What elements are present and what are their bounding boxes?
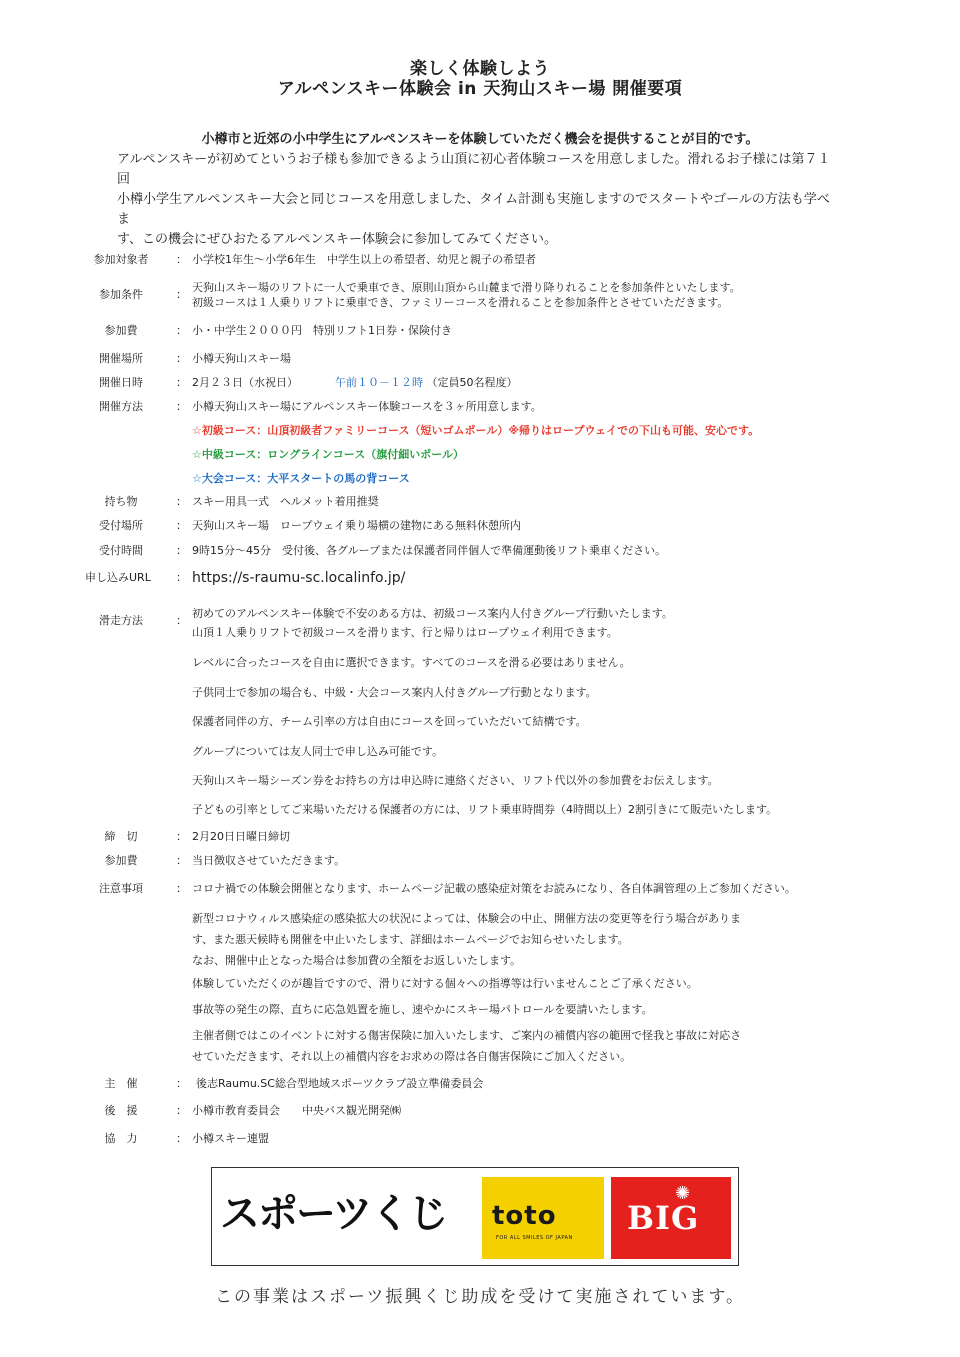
field-label: 参加費 [104, 324, 138, 337]
field-colon: ： [176, 1104, 187, 1117]
course-beginner-text: ☆初級コース：山頂初級者ファミリーコース（短いゴムポール）※帰りはロープウェイでの下山も可能、安心です。 [192, 424, 760, 437]
field-colon: ： [176, 830, 187, 843]
field-method [0, 399, 960, 415]
field-colon: ： [176, 352, 187, 365]
field-colon: ： [176, 519, 187, 532]
field-colon: ： [176, 495, 187, 508]
field-label: 締 切 [104, 830, 138, 843]
date-time: 午前１０－１２時 [335, 376, 423, 389]
field-url [0, 570, 960, 586]
sparkle-icon: ✺ [675, 1183, 691, 1204]
field-cooperation [0, 1131, 960, 1147]
course-intermediate [0, 447, 960, 463]
field-label: 参加条件 [99, 288, 143, 301]
footer-note: この事業はスポーツ振興くじ助成を受けて実施されています。 [215, 1287, 745, 1307]
intro-purpose: 小樽市と近郊の小中学生にアルペンスキーを体験していただく機会を提供することが目的です。 [201, 132, 759, 147]
ski-method-intro [192, 604, 673, 642]
intro-text [117, 150, 837, 250]
field-value: 小樽市教育委員会 中央バス観光開発㈱ [192, 1104, 401, 1117]
condition-line1: 天狗山スキー場のリフトに一人で乗車でき、原則山頂から山麓まで滑り降りれることを参加条件といたします。 [192, 281, 741, 294]
field-label: 主 催 [104, 1077, 138, 1090]
date-capacity: （定員50名程度） [426, 376, 518, 389]
field-value: 小・中学生２０００円 特別リフト1日券・保険付き [192, 324, 452, 337]
field-colon: ： [176, 571, 187, 584]
field-label: 後 援 [104, 1104, 138, 1117]
field-label: 受付時間 [99, 544, 143, 557]
ski-line6: グループについては友人同士で申し込み可能です。 [192, 745, 444, 758]
note-line2a: 新型コロナウィルス感染症の感染拡大の状況によっては、体験会の中止、開催方法の変更等を行う場合がありま [192, 912, 742, 925]
field-value: 小樽天狗山スキー場 [192, 352, 291, 365]
field-colon: ： [176, 854, 187, 867]
intro-line3: す、この機会にぜひおたるアルペンスキー体験会に参加してみてください。 [117, 232, 558, 247]
ski-line5: 保護者同伴の方、チーム引率の方は自由にコースを回っていただいて結構です。 [192, 715, 587, 728]
course-beginner [0, 423, 960, 439]
ski-line8: 子どもの引率としてご来場いただける保護者の方には、リフト乗車時間券（4時間以上）2割引きにて販売いたします。 [192, 803, 778, 816]
field-host [0, 1076, 960, 1092]
ski-line4: 子供同士で参加の場合も、中級・大会コース案内人付きグループ行動となります。 [192, 686, 597, 699]
field-colon: ： [176, 253, 187, 266]
field-value: 小樽天狗山スキー場にアルペンスキー体験コースを３ヶ所用意します。 [192, 400, 542, 413]
field-colon: ： [176, 614, 187, 627]
note-line5b: せていただきます、それ以上の補償内容をお求めの際は各自傷害保険にご加入ください。 [192, 1050, 632, 1063]
field-colon: ： [176, 544, 187, 557]
field-fee-collection [0, 853, 960, 869]
field-label: 注意事項 [99, 882, 143, 895]
field-label: 開催方法 [99, 400, 143, 413]
field-value: 後志Raumu.SC総合型地域スポーツクラブ設立準備委員会 [196, 1077, 484, 1090]
field-label: 持ち物 [104, 495, 138, 508]
field-reception [0, 518, 960, 534]
field-place [0, 351, 960, 367]
field-label: 参加対象者 [93, 253, 149, 266]
ski-line7: 天狗山スキー場シーズン券をお持ちの方は申込時に連絡ください、リフト代以外の参加費をお伝えします。 [192, 774, 719, 787]
big-logo-text: BIG [627, 1199, 700, 1237]
field-colon: ： [176, 1077, 187, 1090]
note-line3: 体験していただくのが趣旨ですので、滑りに対する個々への指導等は行いませんことご了承ください。 [192, 977, 698, 990]
big-logo [611, 1177, 731, 1259]
intro-line1: アルペンスキーが初めてというお子様も参加できるよう山頂に初心者体験コースを用意しました。滑れるお子様には第７１回 [117, 152, 831, 187]
toto-logo [482, 1177, 604, 1259]
field-date [0, 375, 960, 391]
field-colon: ： [176, 400, 187, 413]
note-line5a: 主催者側ではこのイベントに対する傷害保険に加入いたします、ご案内の補償内容の範囲で怪我と事故に対応さ [192, 1029, 742, 1042]
ski-line3: レベルに合ったコースを自由に選択できます。すべてのコースを滑る必要はありません。 [192, 656, 631, 669]
field-value: 2月20日日曜日締切 [192, 830, 290, 843]
note-line2c: なお、開催中止となった場合は参加費の全額をお返しいたします。 [192, 954, 522, 967]
field-value [192, 375, 518, 391]
intro-line2: 小樽小学生アルペンスキー大会と同じコースを用意しました、タイム計測も実施しますのでスタートやゴールの方法も学べま [117, 192, 830, 227]
field-value: スキー用具一式 ヘルメット着用推奨 [192, 495, 379, 508]
field-deadline [0, 829, 960, 845]
field-notes [0, 881, 960, 897]
field-fee [0, 323, 960, 339]
date-day: 2月２３日（水祝日） [192, 376, 298, 389]
field-colon: ： [176, 882, 187, 895]
note-line4: 事故等の発生の際、直ちに応急処置を施し、速やかにスキー場パトロールを要請いたします。 [192, 1003, 653, 1016]
course-race [0, 471, 960, 487]
ski-line1: 初めてのアルペンスキー体験で不安のある方は、初級コース案内人付きグループ行動いたします。 [192, 607, 673, 620]
field-value: 9時15分～45分 受付後、各グループまたは保護者同伴個人で準備運動後リフト乗車ください。 [192, 544, 667, 557]
field-label: 参加費 [104, 854, 138, 867]
course-intermediate-text: ☆中級コース：ロングラインコース（旗付細いポール） [192, 448, 464, 461]
field-label: 申し込みURL [85, 571, 151, 584]
field-label: 受付場所 [99, 519, 143, 532]
field-reception-time [0, 543, 960, 559]
field-colon: ： [176, 324, 187, 337]
field-colon: ： [176, 1132, 187, 1145]
application-url-link[interactable]: https://s-raumu-sc.localinfo.jp/ [192, 570, 406, 586]
field-value: 天狗山スキー場 ロープウェイ乗り場横の建物にある無料休憩所内 [192, 519, 522, 532]
field-value: 当日徴収させていただきます。 [192, 854, 346, 867]
notes-covid [192, 908, 741, 971]
notes-insurance [192, 1025, 741, 1067]
title-line1: 楽しく体験しよう [410, 59, 550, 79]
toto-logo-tagline: FOR ALL SMILES OF JAPAN [496, 1235, 573, 1241]
field-target [0, 252, 960, 268]
field-value: 小学校1年生～小学6年生 中学生以上の希望者、幼児と親子の希望者 [192, 253, 536, 266]
field-label: 開催日時 [99, 376, 143, 389]
note-line1: コロナ禍での体験会開催となります、ホームページ記載の感染症対策をお読みになり、各自体調管理の上ご参加ください。 [192, 882, 796, 895]
field-support [0, 1103, 960, 1119]
field-value: 小樽スキー連盟 [192, 1132, 269, 1145]
title-line2: アルペンスキー体験会 in 天狗山スキー場 開催要項 [277, 79, 683, 99]
sportskuji-logo: スポーツくじ [220, 1191, 447, 1237]
field-colon: ： [176, 288, 187, 301]
ski-line2: 山頂１人乗りリフトで初級コースを滑ります、行と帰りはロープウェイ利用できます。 [192, 626, 618, 639]
field-label: 開催場所 [99, 352, 143, 365]
field-colon: ： [176, 376, 187, 389]
field-items [0, 494, 960, 510]
field-label: 滑走方法 [99, 614, 143, 627]
course-race-text: ☆大会コース：大平スタートの馬の背コース [192, 472, 410, 485]
note-line2b: す、また悪天候時も開催を中止いたします、詳細はホームページでお知らせいたします。 [192, 933, 629, 946]
field-condition-value [192, 280, 741, 310]
condition-line2: 初級コースは１人乗りリフトに乗車でき、ファミリーコースを滑れることを参加条件とさせていただきます。 [192, 296, 729, 309]
field-label: 協 力 [104, 1132, 138, 1145]
toto-logo-text: toto [492, 1201, 557, 1231]
sponsor-logos [211, 1167, 739, 1266]
